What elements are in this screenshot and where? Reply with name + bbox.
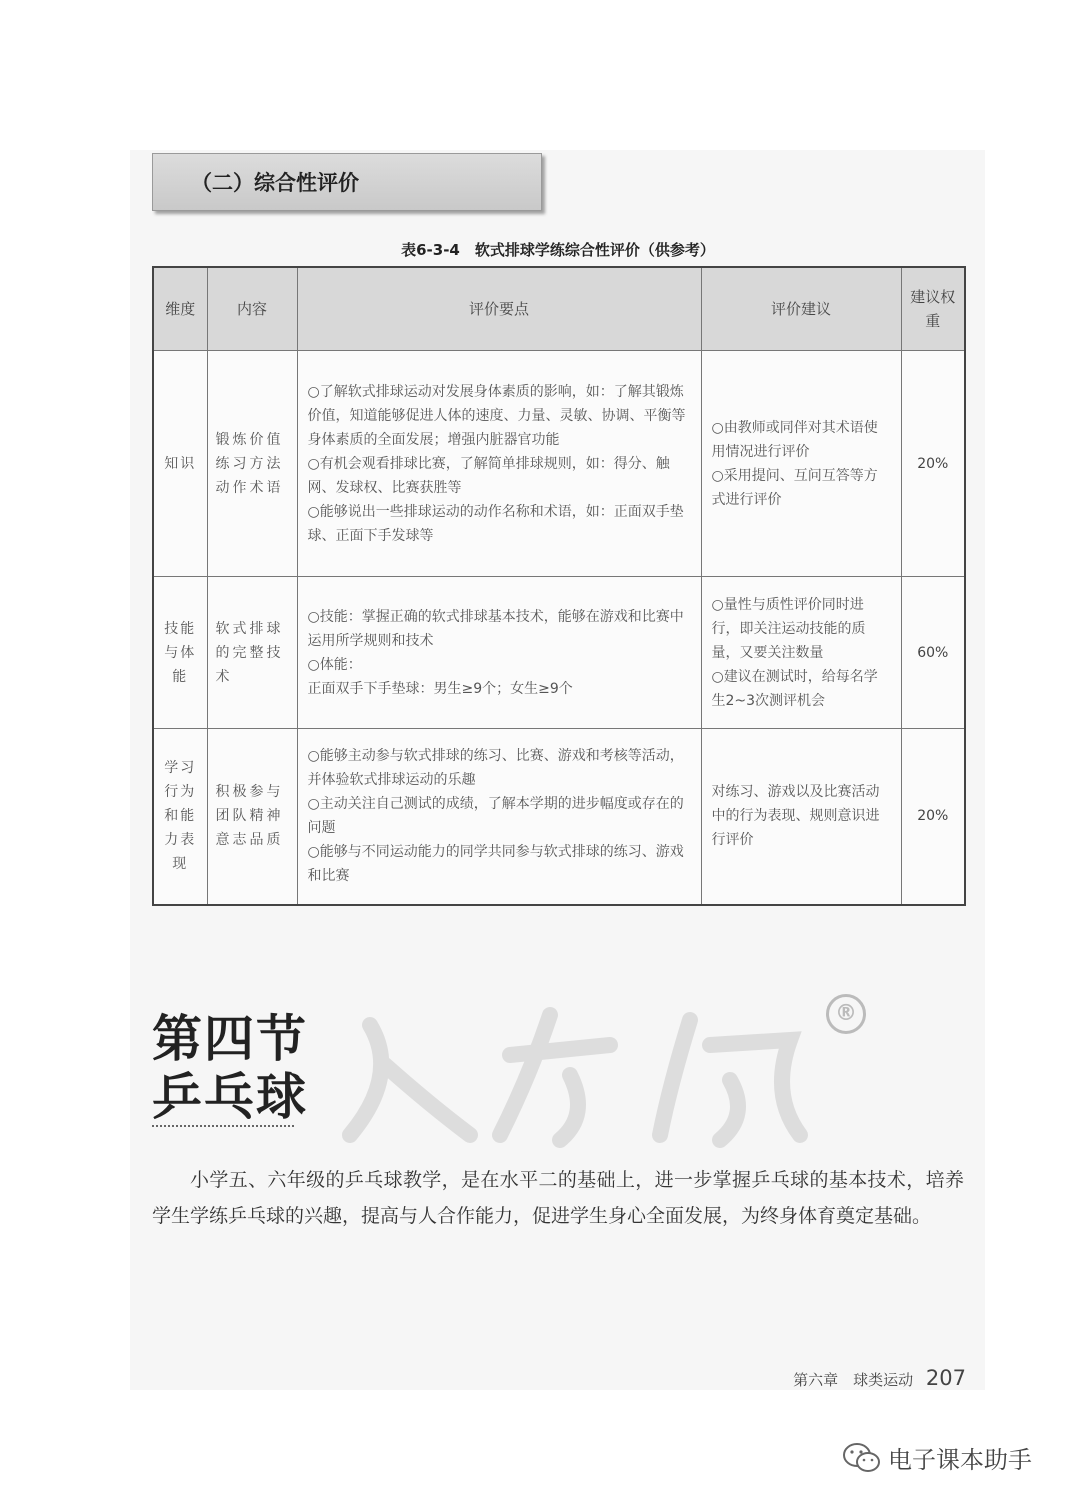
row-advice	[701, 351, 901, 577]
intro-paragraph: 小学五、六年级的乒乓球教学，是在水平二的基础上，进一步掌握乒乓球的基本技术，培养学生学练乒乓球的兴趣，提高与人合作能力，促进学生身心全面发展，为终身体育奠定基础。	[152, 1169, 964, 1227]
page-number: 207	[925, 1366, 966, 1390]
advice-item: 对练习、游戏以及比赛活动中的行为表现、规则意识进行评价	[711, 784, 880, 849]
header-content: 内容	[207, 267, 297, 351]
watermark-logo	[330, 985, 830, 1155]
page-footer	[780, 1366, 966, 1390]
wechat-icon	[842, 1441, 882, 1475]
table-header-row	[153, 267, 965, 351]
chapter-name: 乒乓球	[152, 1067, 308, 1126]
advice-item: ○采用提问、互问互答等方式进行评价	[711, 467, 878, 508]
row-points	[297, 729, 701, 905]
row-advice	[701, 577, 901, 729]
table-row	[153, 351, 965, 577]
header-advice: 评价建议	[701, 267, 901, 351]
row-content: 锻炼价值练习方法动作术语	[207, 351, 297, 577]
header-points: 评价要点	[297, 267, 701, 351]
advice-item: ○建议在测试时，给每名学生2~3次测评机会	[711, 668, 878, 709]
row-dimension: 学习行为和能力表现	[153, 729, 207, 905]
point-item: ○能够说出一些排球运动的动作名称和术语，如：正面双手垫球、正面下手发球等	[307, 503, 684, 544]
point-item: ○了解软式排球运动对发展身体素质的影响，如：了解其锻炼价值，知道能够促进人体的速度、力量、灵敏、协调、平衡等身体素质的全面发展；增强内脏器官功能	[307, 383, 686, 448]
table-caption: 表6-3-4 软式排球学练综合性评价（供参考）	[401, 241, 715, 259]
row-advice	[701, 729, 901, 905]
row-content: 软式排球的完整技术	[207, 577, 297, 729]
point-item: ○体能：	[307, 656, 362, 673]
table-row	[153, 729, 965, 905]
advice-item: ○量性与质性评价同时进行，即关注运动技能的质量，又要关注数量	[711, 596, 866, 661]
row-points	[297, 351, 701, 577]
evaluation-table	[152, 266, 966, 906]
section-banner	[152, 153, 542, 211]
section-title: （二）综合性评价	[191, 171, 359, 195]
row-content: 积极参与团队精神意志品质	[207, 729, 297, 905]
wechat-label: 电子课本助手	[888, 1446, 1032, 1474]
point-item: ○主动关注自己测试的成绩，了解本学期的进步幅度或存在的问题	[307, 796, 684, 837]
chapter-number: 第四节	[152, 1009, 308, 1068]
row-dimension: 知识	[153, 351, 207, 577]
row-weight: 20%	[901, 729, 965, 905]
wechat-watermark	[842, 1440, 1032, 1475]
row-weight: 20%	[901, 351, 965, 577]
header-weight: 建议权重	[901, 267, 965, 351]
point-item: ○技能：掌握正确的软式排球基本技术，能够在游戏和比赛中运用所学规则和技术	[307, 608, 684, 649]
chapter-title	[152, 1010, 308, 1126]
footer-chapter: 第六章 球类运动	[793, 1371, 914, 1389]
row-weight: 60%	[901, 577, 965, 729]
row-points	[297, 577, 701, 729]
point-item: ○有机会观看排球比赛，了解简单排球规则，如：得分、触网、发球权、比赛获胜等	[307, 455, 670, 496]
advice-item: ○由教师或同伴对其术语使用情况进行评价	[711, 419, 878, 460]
title-underline	[152, 1125, 294, 1127]
registered-mark: ®	[826, 994, 866, 1034]
point-item: ○能够主动参与软式排球的练习、比赛、游戏和考核等活动，并体验软式排球运动的乐趣	[307, 748, 684, 789]
table-row	[153, 577, 965, 729]
header-dimension: 维度	[153, 267, 207, 351]
row-dimension: 技能与体能	[153, 577, 207, 729]
point-item: 正面双手下手垫球：男生≥9个；女生≥9个	[307, 680, 573, 697]
point-item: ○能够与不同运动能力的同学共同参与软式排球的练习、游戏和比赛	[307, 844, 684, 885]
